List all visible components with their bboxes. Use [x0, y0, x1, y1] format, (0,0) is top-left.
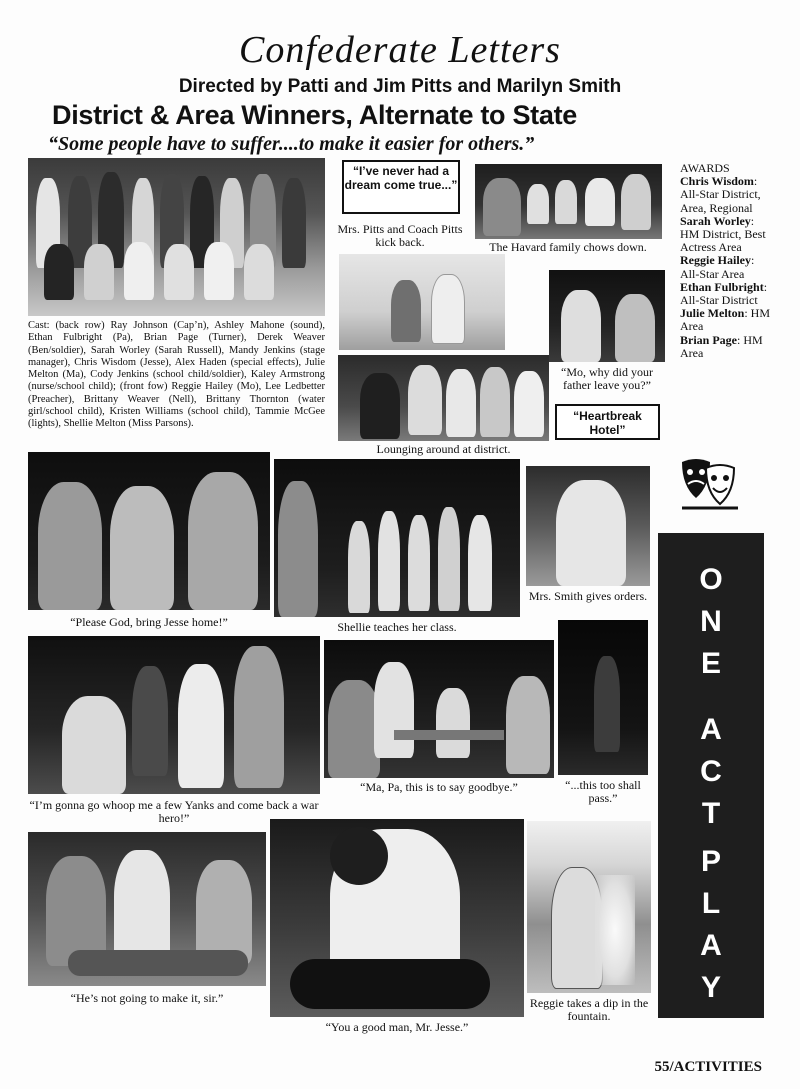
fountain-caption: Reggie takes a dip in the fountain. — [529, 996, 649, 1023]
award-item — [680, 281, 772, 307]
award-item — [680, 307, 772, 333]
theme-quote: “Some people have to suffer....to make it easier for others.” — [48, 133, 535, 155]
award-detail: : HM District, Best Actress Area — [680, 213, 766, 255]
good-man-caption: “You a good man, Mr. Jesse.” — [325, 1020, 469, 1034]
directed-by-line: Directed by Patti and Jim Pitts and Marilyn Smith — [178, 76, 622, 97]
lounging-photo — [338, 355, 549, 441]
award-name: Sarah Worley — [680, 213, 751, 228]
shall-pass-photo — [558, 620, 648, 775]
winners-headline: District & Area Winners, Alternate to State — [52, 100, 577, 130]
yanks-photo — [28, 636, 320, 794]
havard-caption: The Havard family chows down. — [489, 240, 647, 254]
cast-caption: Cast: (back row) Ray Johnson (Cap’n), Ashley Mahone (sound), Ethan Fulbright (Pa), Brian Page (Turner), Derek Weaver (Ben/soldier), Sarah Worley (Sarah Russell), Mandy Jenkins (stage manager), Chris Wisdom (Jesse), Alex Haden (special effects), Julie Melton (Ma), Cody Jenkins (school child/soldier), Kaley Armstrong (nurse/school child); (front fow) Reggie Hailey (Mo), Lee Ledbetter (Preacher), Brittany Weaver (Nell), Brittany Thornton (water girl/school child), Kristen Williams (school child), Tammie McGee (lights), Shellie Melton (Miss Parsons). — [28, 320, 325, 430]
banner-letter: A — [700, 713, 722, 746]
not-make-it-photo — [28, 832, 266, 986]
shellie-class-photo — [274, 459, 520, 617]
good-man-photo — [270, 819, 524, 1017]
theater-masks-icon — [678, 456, 740, 512]
shellie-caption: Shellie teaches her class. — [337, 620, 457, 634]
award-name: Reggie Hailey — [680, 253, 751, 268]
award-item — [680, 175, 772, 215]
lounging-caption: Lounging around at district. — [376, 442, 511, 456]
banner-letter: P — [700, 845, 721, 878]
mrs-smith-photo — [526, 466, 650, 586]
jesse-home-photo — [28, 452, 270, 610]
goodbye-caption: “Ma, Pa, this is to say goodbye.” — [360, 780, 518, 794]
award-detail: : HM Area — [680, 306, 770, 334]
yanks-caption: “I’m gonna go whoop me a few Yanks and come back a war hero!” — [29, 798, 319, 825]
award-detail: : HM Area — [680, 332, 763, 360]
award-item — [680, 215, 772, 255]
award-item — [680, 254, 772, 280]
page-number-footer: 55/ACTIVITIES — [654, 1059, 762, 1075]
dream-pull-quote: “I’ve never had a dream come true...” — [342, 160, 460, 214]
banner-letter: E — [700, 647, 721, 680]
goodbye-photo — [324, 640, 554, 778]
pitts-caption: Mrs. Pitts and Coach Pitts kick back. — [337, 222, 463, 249]
father-scene-photo — [549, 270, 665, 362]
havard-family-photo — [475, 164, 662, 239]
award-detail: : All-Star Area — [680, 253, 755, 281]
award-name: Brian Page — [680, 332, 737, 347]
banner-letter: O — [699, 563, 723, 596]
awards-heading: AWARDS — [680, 161, 730, 175]
jesse-home-caption: “Please God, bring Jesse home!” — [70, 615, 228, 629]
award-detail: : All-Star District, Area, Regional — [680, 174, 761, 215]
pitts-photo — [339, 254, 505, 350]
awards-list — [680, 162, 772, 360]
banner-letter: Y — [700, 971, 721, 1004]
fountain-photo — [527, 821, 651, 993]
award-name: Julie Melton — [680, 306, 745, 321]
page-title: Confederate Letters — [239, 29, 561, 71]
banner-letter: T — [701, 797, 721, 830]
cast-group-photo — [28, 158, 325, 316]
banner-letter: L — [701, 887, 721, 920]
not-make-it-caption: “He’s not going to make it, sir.” — [70, 991, 224, 1005]
banner-letter: N — [700, 605, 722, 638]
shall-pass-caption: “...this too shall pass.” — [565, 778, 641, 805]
award-item — [680, 334, 772, 360]
award-name: Ethan Fulbright — [680, 279, 764, 294]
heartbreak-pull-quote: “Heartbreak Hotel” — [555, 404, 660, 440]
smith-caption: Mrs. Smith gives orders. — [528, 589, 648, 603]
banner-letter: C — [700, 755, 722, 788]
one-act-play-banner — [658, 533, 764, 1018]
award-detail: : All-Star District — [680, 279, 768, 308]
father-caption: “Mo, why did your father leave you?” — [561, 365, 653, 392]
banner-letter: A — [700, 929, 722, 962]
award-name: Chris Wisdom — [680, 174, 754, 189]
